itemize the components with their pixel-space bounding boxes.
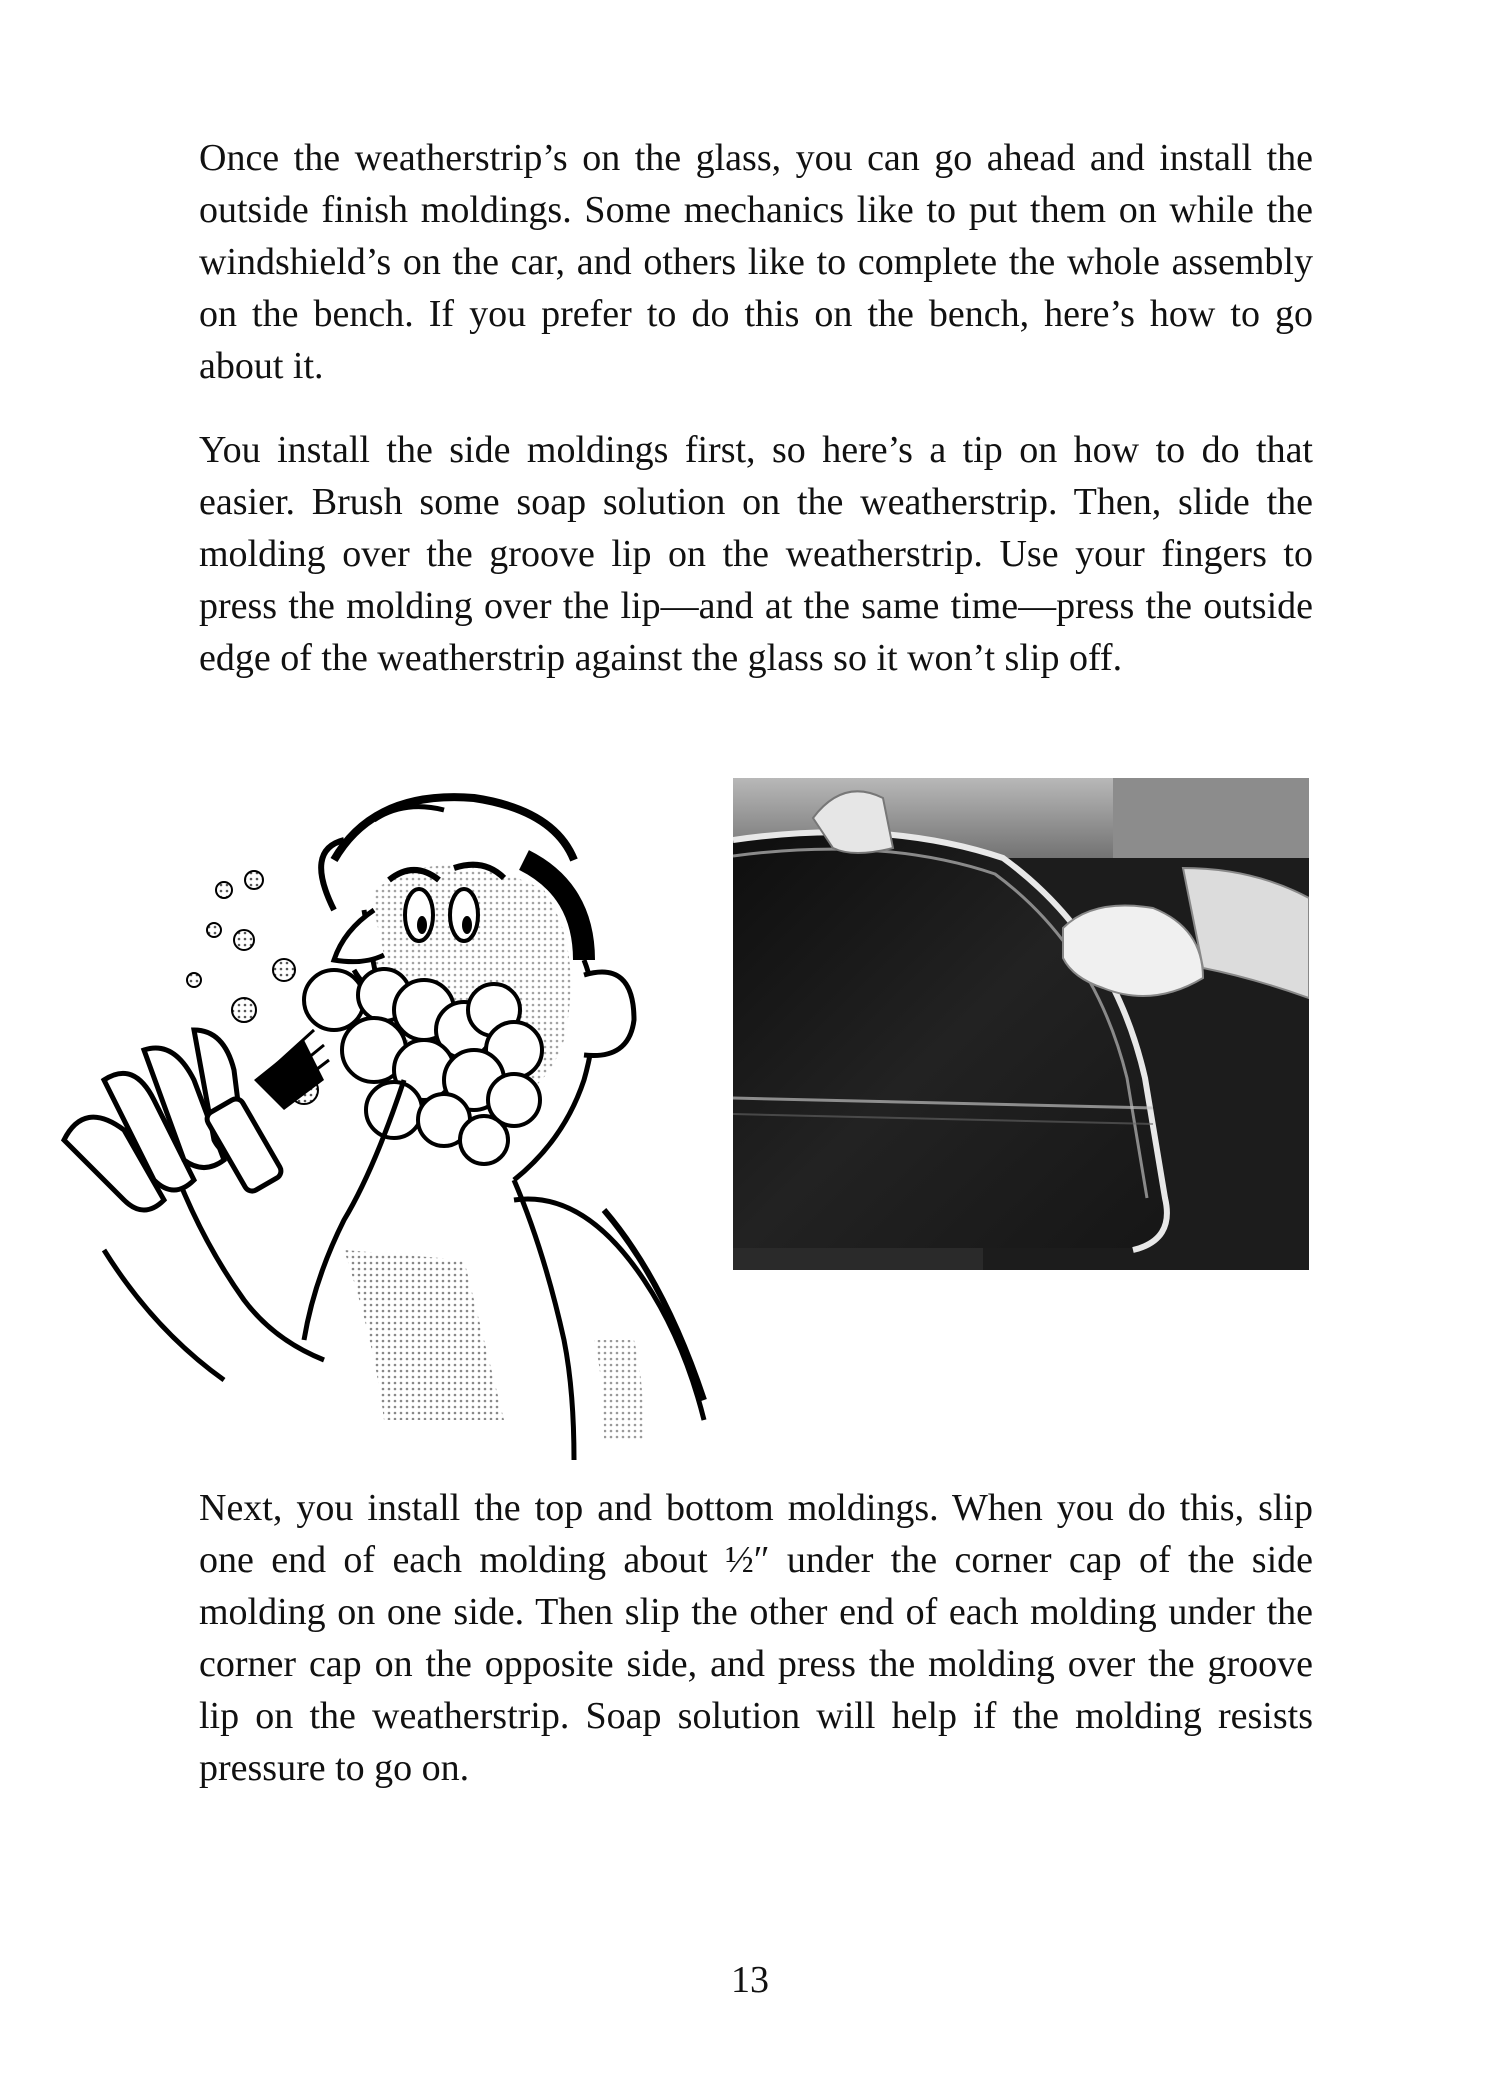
page-number: 13 (731, 1959, 769, 2001)
paragraph-weatherstrip-intro: Once the weatherstrip’s on the glass, you can go ahead and install the outside finish moldings. Some mechanics like to put them on while the windshield’s on the car, and others like to complete the whole assembly on the bench. If you prefer to do this on the bench, here’s how to go about it. (199, 137, 1313, 387)
molding-installation-photo (733, 778, 1309, 1270)
paragraph-top-bottom-moldings: Next, you install the top and bottom moldings. When you do this, slip one end of each molding about ½″ under the corner cap of the side molding on one side. Then slip the other end of each molding under the corner cap on the opposite side, and press the molding over the groove lip on the weatherstrip. Soap solution will help if the molding resists pressure to go on. (199, 1487, 1313, 1789)
paragraph-side-moldings: You install the side moldings first, so here’s a tip on how to do that easier. Brush some soap solution on the weatherstrip. Then, slide the molding over the groove lip on the weatherstrip. Use your fingers to press the molding over the lip—and at the same time—press the outside edge of the weatherstrip against the glass so it won’t slip off. (199, 429, 1313, 679)
shaving-man-cartoon (44, 780, 734, 1460)
